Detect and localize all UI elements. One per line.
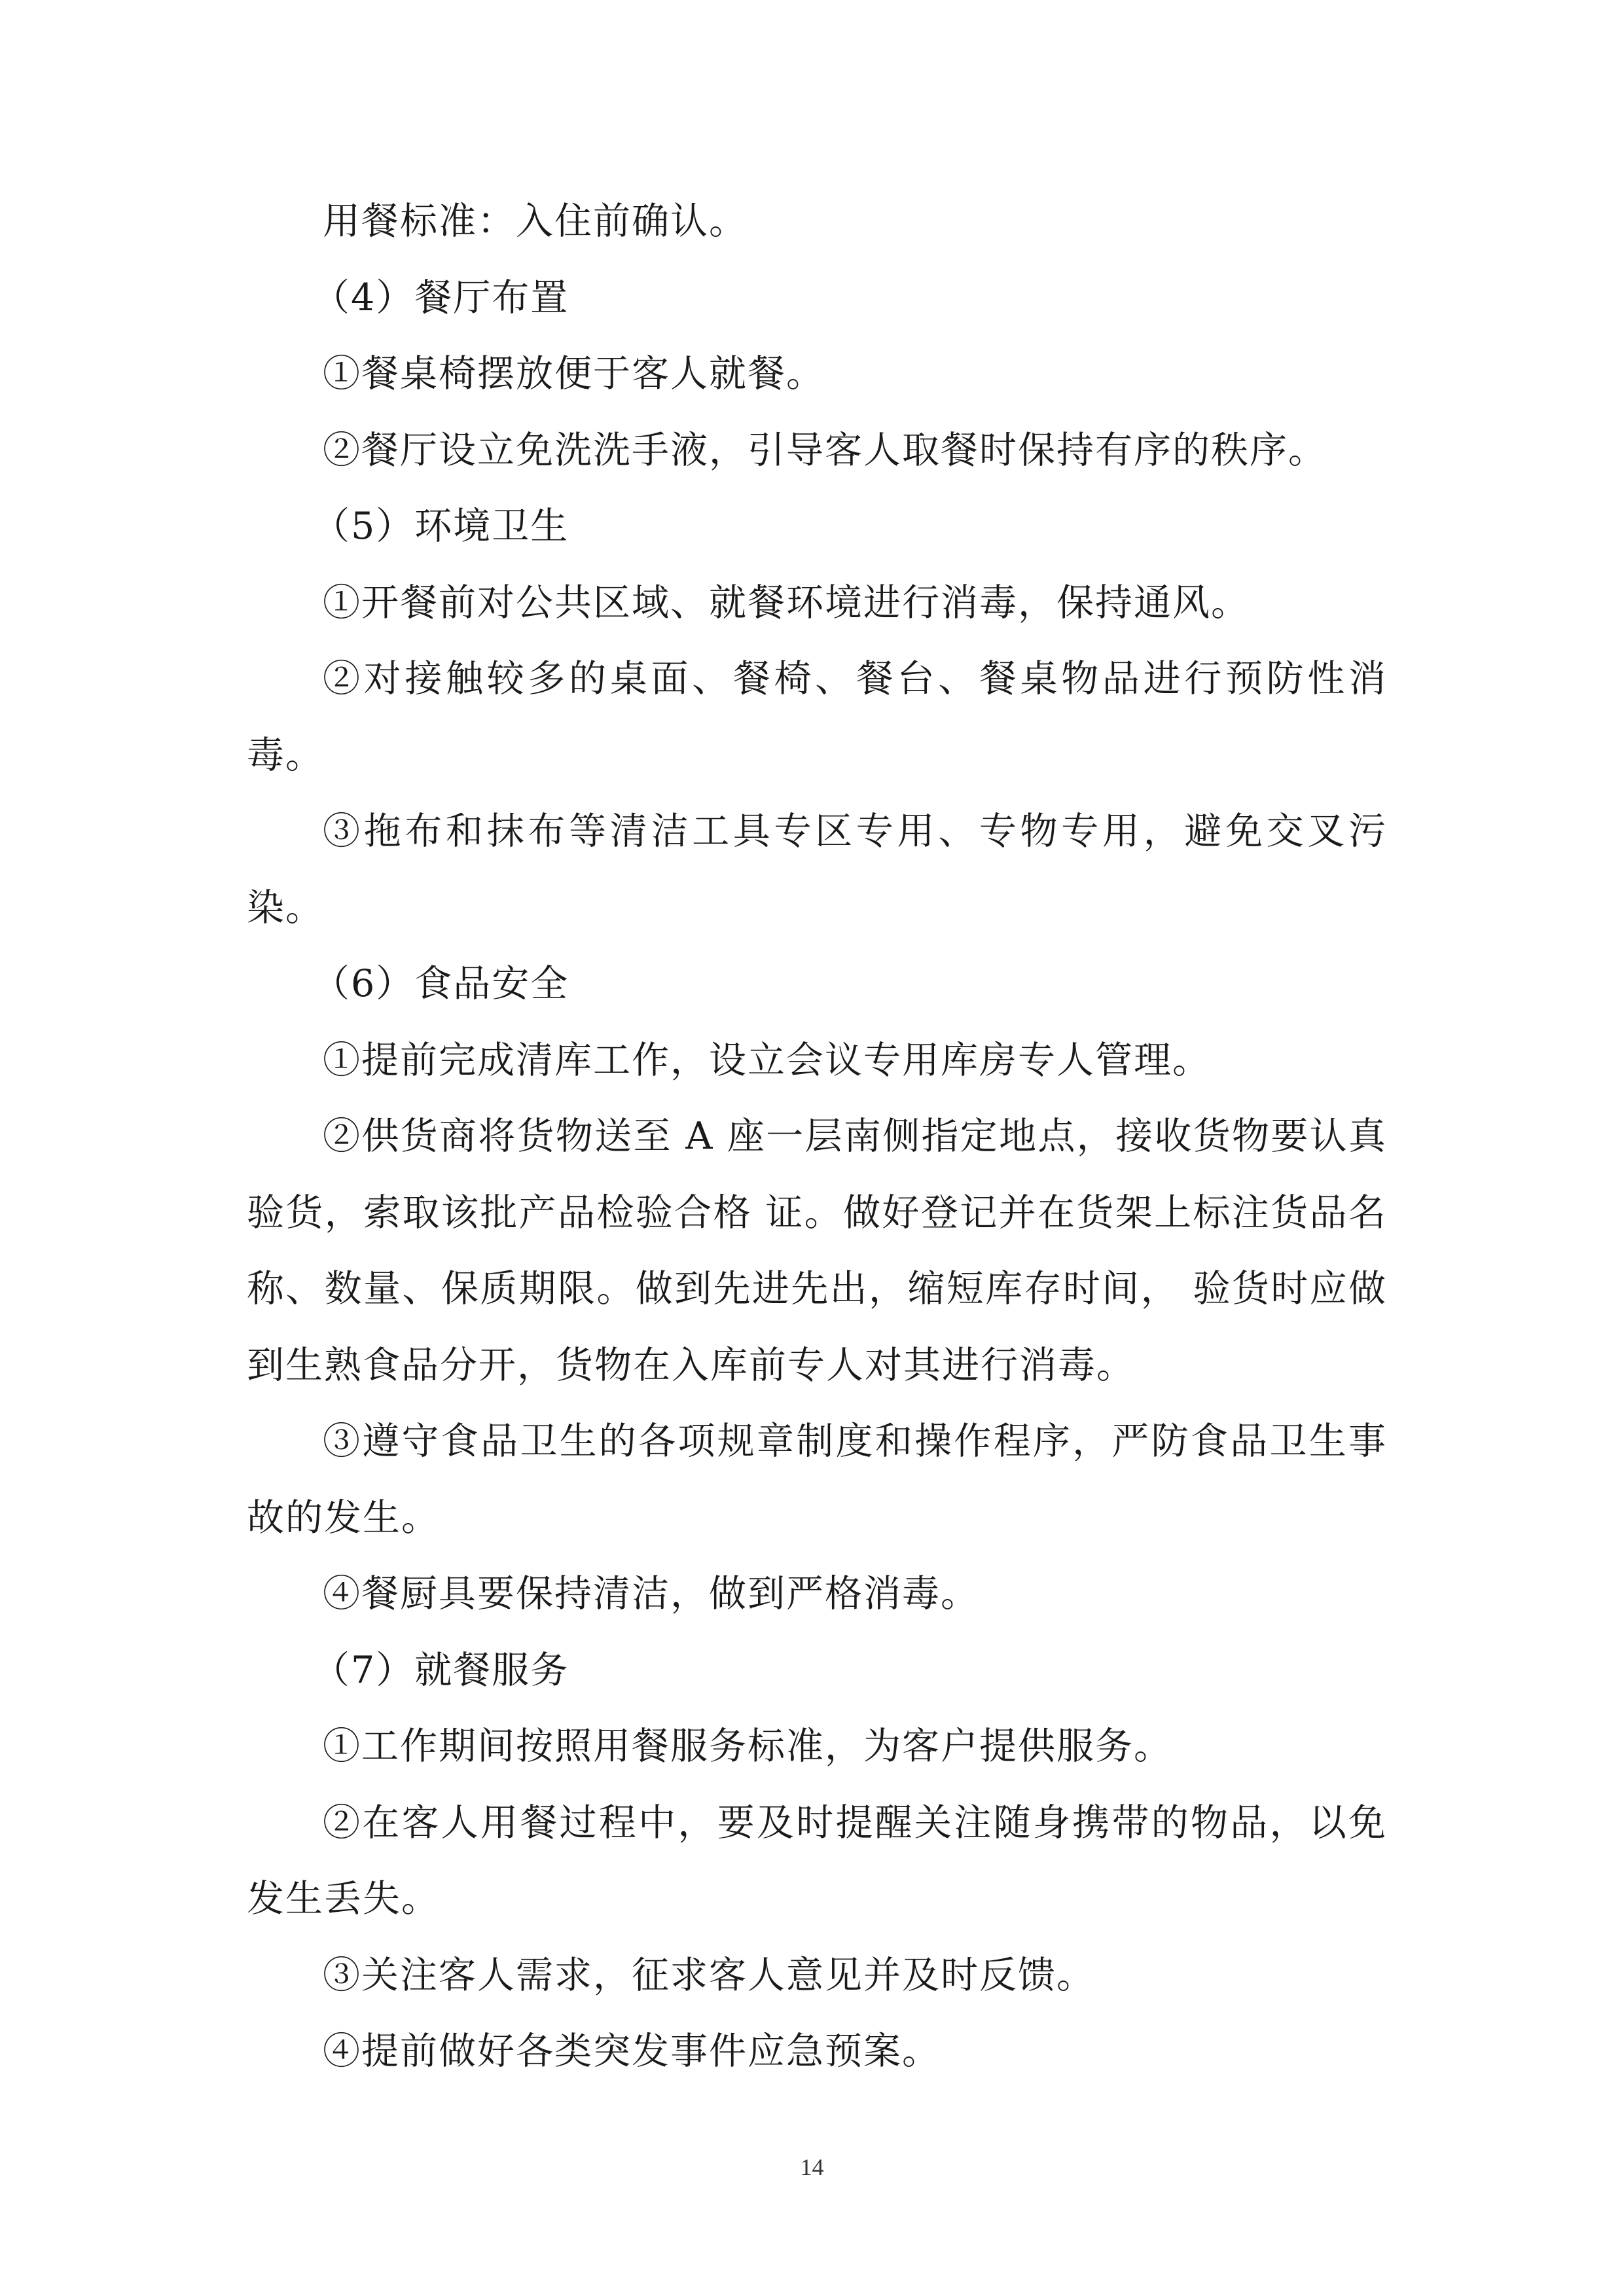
paragraph-food-safety-item-4: ④餐厨具要保持清洁，做到严格消毒。: [323, 1572, 979, 1615]
section-heading-environment-hygiene: （5）环境卫生: [312, 505, 569, 548]
paragraph-hygiene-item-2: ②对接触较多的桌面、餐椅、餐台、餐桌物品进行预防性消毒。: [247, 657, 1387, 777]
section-heading-restaurant-layout: （4）餐厅布置: [312, 276, 569, 319]
paragraph-food-safety-item-1: ①提前完成清库工作，设立会议专用库房专人管理。: [323, 1038, 1211, 1082]
paragraph-layout-item-2: ②餐厅设立免洗洗手液，引导客人取餐时保持有序的秩序。: [323, 428, 1327, 472]
paragraph-food-safety-item-3: ③遵守食品卫生的各项规章制度和操作程序，严防食品卫生事故的发生。: [247, 1420, 1387, 1539]
page-number: 14: [800, 2154, 824, 2180]
paragraph-hygiene-item-3: ③拖布和抹布等清洁工具专区专用、专物专用，避免交叉污染。: [247, 810, 1387, 929]
paragraph-service-item-4: ④提前做好各类突发事件应急预案。: [323, 2030, 941, 2073]
paragraph-service-item-1: ①工作期间按照用餐服务标准，为客户提供服务。: [323, 1725, 1172, 1768]
paragraph-service-item-3: ③关注客人需求，征求客人意见并及时反馈。: [323, 1953, 1095, 1997]
paragraph-dining-standard: 用餐标准：入住前确认。: [323, 200, 748, 243]
section-heading-food-safety: （6）食品安全: [312, 962, 569, 1005]
document-body: [247, 183, 1387, 2090]
section-heading-dining-service: （7）就餐服务: [312, 1648, 569, 1692]
paragraph-food-safety-item-2: ②供货商将货物送至 A 座一层南侧指定地点，接收货物要认真验货，索取该批产品检验合格 证。做好登记并在货架上标注货品名称、数量、保质期限。做到先进先出，缩短库存时间， 验货时应做到生熟食品分开，货物在入库前专人对其进行消毒。: [247, 1115, 1387, 1387]
paragraph-layout-item-1: ①餐桌椅摆放便于客人就餐。: [323, 352, 825, 395]
paragraph-service-item-2: ②在客人用餐过程中，要及时提醒关注随身携带的物品，以免发生丢失。: [247, 1801, 1387, 1920]
paragraph-hygiene-item-1: ①开餐前对公共区域、就餐环境进行消毒，保持通风。: [323, 581, 1250, 624]
